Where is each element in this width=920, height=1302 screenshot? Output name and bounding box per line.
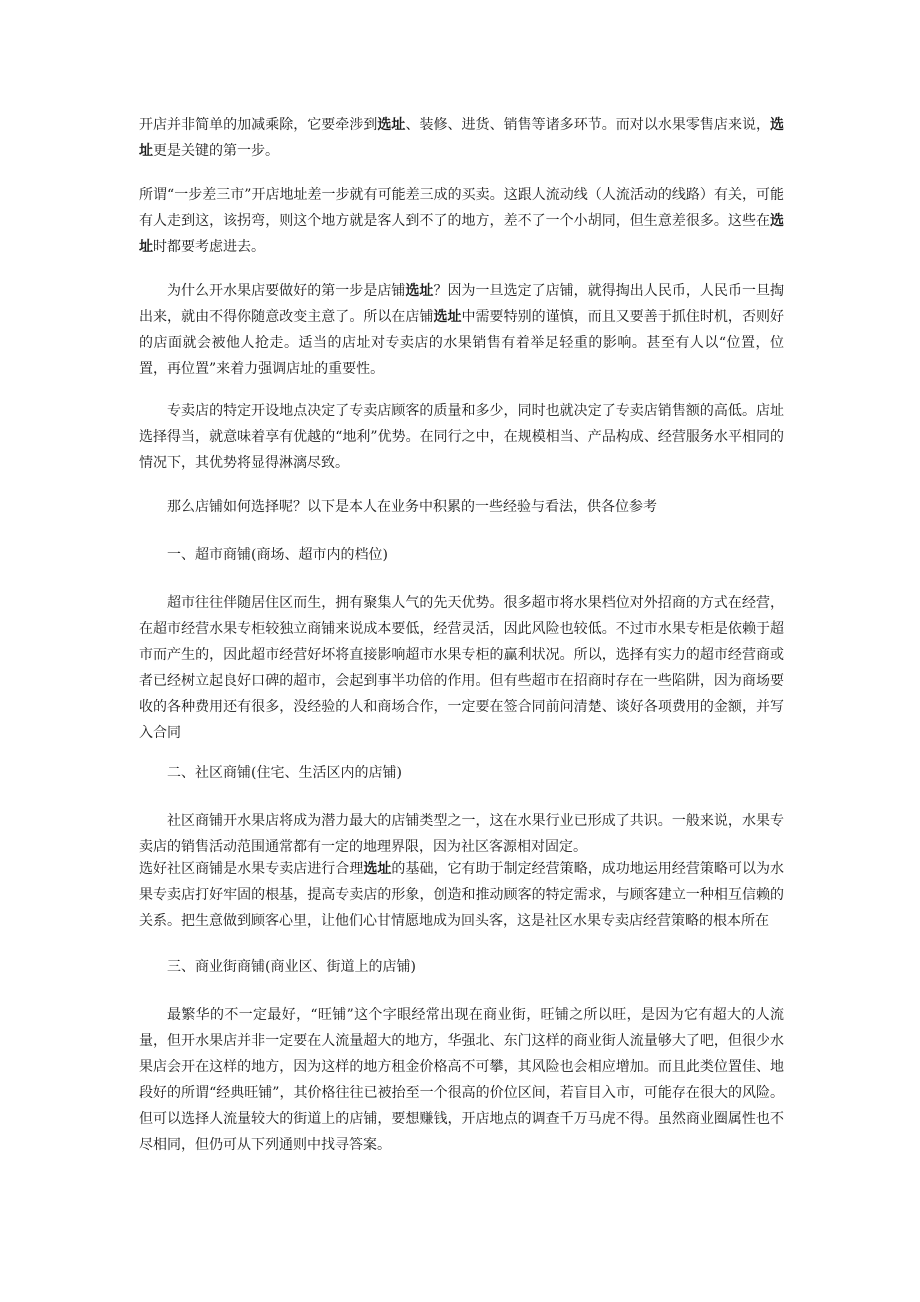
paragraph	[139, 278, 784, 382]
paragraph	[139, 590, 784, 746]
text-segment: 更是关键的第一步。	[153, 143, 279, 159]
text-segment: 专卖店的特定开设地点决定了专卖店顾客的质量和多少，同时也就决定了专卖店销售额的高低。店址选择得当，就意味着享有优越的“地利”优势。在同行之中，在规模相当、产品构成、经营服务水平相同的情况下，其优势将显得淋漓尽致。	[139, 403, 784, 471]
paragraph	[139, 856, 784, 934]
paragraph	[139, 494, 784, 520]
paragraph	[139, 112, 784, 164]
section-heading	[139, 542, 784, 568]
text-segment: 三、商业街商铺(商业区、街道上的店铺)	[167, 959, 416, 975]
text-segment: 开店并非简单的加减乘除，它要牵涉到	[139, 117, 378, 133]
paragraph	[139, 1002, 784, 1158]
text-segment: 超市往往伴随居住区而生，拥有聚集人气的先天优势。很多超市将水果档位对外招商的方式在经营，在超市经营水果专柜较独立商铺来说成本要低，经营灵活，因此风险也较低。不过市水果专柜是依赖于超市而产生的，因此超市经营好坏将直接影响超市水果专柜的赢利状况。所以，选择有实力的超市经营商或者已经树立起良好口碑的超市，会起到事半功倍的作用。但有些超市在招商时存在一些陷阱，因为商场要收的各种费用还有很多，没经验的人和商场合作，一定要在签合同前问清楚、谈好各项费用的金额，并写入合同	[139, 595, 784, 741]
paragraph	[139, 808, 784, 860]
text-segment: 所谓“一步差三市”开店地址差一步就有可能差三成的买卖。这跟人流动线（人流活动的线路）有关，可能有人走到这，该拐弯，则这个地方就是客人到不了的地方，差不了一个小胡同，但生意差很多。这些在	[139, 187, 784, 229]
text-segment: 社区商铺开水果店将成为潜力最大的店铺类型之一，这在水果行业已形成了共识。一般来说，水果专卖店的销售活动范围通常都有一定的地理界限，因为社区客源相对固定。	[139, 813, 784, 855]
bold-keyword: 选址	[139, 213, 784, 255]
text-segment: 、装修、进货、销售等诸多环节。而对以水果零售店来说，	[405, 117, 771, 133]
text-segment: 一、超市商铺(商场、超市内的档位)	[167, 547, 388, 563]
paragraph	[139, 398, 784, 476]
section-heading	[139, 760, 784, 786]
bold-keyword: 选址	[377, 117, 406, 133]
bold-keyword: 选址	[433, 309, 462, 325]
text-segment: 二、社区商铺(住宅、生活区内的店铺)	[167, 765, 402, 781]
paragraph	[139, 182, 784, 260]
text-segment: 时都要考虑进去。	[153, 239, 265, 255]
text-segment: 的基础，它有助于制定经营策略，成功地运用经营策略可以为水果专卖店打好牢固的根基，提高专卖店的形象，创造和推动顾客的特定需求，与顾客建立一种相互信赖的关系。把生意做到顾客心里，让他们心甘情愿地成为回头客，这是社区水果专卖店经营策略的根本所在	[139, 861, 785, 929]
bold-keyword: 选址	[363, 861, 392, 877]
text-segment: 那么店铺如何选择呢？以下是本人在业务中积累的一些经验与看法，供各位参考	[167, 499, 657, 515]
text-segment: ？因为一旦选定了店铺，就得掏出人民币，人民币一旦掏出来，就由不得你随意改变主意了。所以在店铺	[139, 283, 785, 325]
bold-keyword: 选址	[139, 117, 785, 159]
text-segment: 为什么开水果店要做好的第一步是店铺	[167, 283, 406, 299]
bold-keyword: 选址	[405, 283, 434, 299]
text-segment: 中需要特别的谨慎，而且又要善于抓住时机，否则好的店面就会被他人抢走。适当的店址对专卖店的水果销售有着举足轻重的影响。甚至有人以“位置，位置，再位置”来着力强调店址的重要性。	[139, 309, 785, 377]
section-heading	[139, 954, 784, 980]
text-segment: 选好社区商铺是水果专卖店进行合理	[139, 861, 364, 877]
text-segment: 最繁华的不一定最好，“旺铺”这个字眼经常出现在商业街，旺铺之所以旺，是因为它有超大的人流量，但开水果店并非一定要在人流量超大的地方，华强北、东门这样的商业街人流量够大了吧，但很少水果店会开在这样的地方，因为这样的地方租金价格高不可攀，其风险也会相应增加。而且此类位置佳、地段好的所谓“经典旺铺”，其价格往往已被抬至一个很高的价位区间，若盲目入市，可能存在很大的风险。但可以选择人流量较大的街道上的店铺，要想赚钱，开店地点的调查千万马虎不得。虽然商业圈属性也不尽相同，但仍可从下列通则中找寻答案。	[139, 1007, 784, 1153]
